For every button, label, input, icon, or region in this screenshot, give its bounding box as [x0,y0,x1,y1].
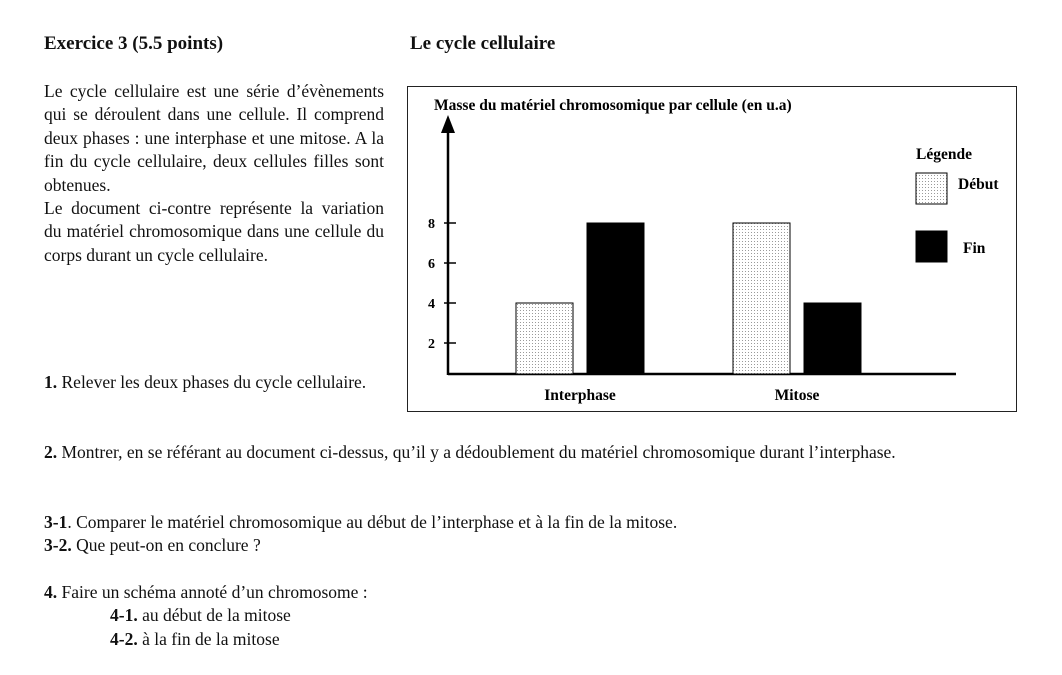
question-1 [44,371,374,394]
question-number: 4-2. [110,628,138,649]
exercise-heading: Exercice 3 (5.5 points) [44,33,224,54]
bar-interphase-debut [516,303,573,374]
legend-swatch [916,173,947,204]
bar-interphase-fin [587,223,644,374]
x-category-label: Interphase [544,387,616,404]
question-text: à la fin de la mitose [137,628,280,649]
intro-paragraph-2: Le document ci-contre représente la variation du matériel chromosomique dans une cellule du corps durant un cycle cellulaire. [44,198,384,265]
question-number: 3-2. [44,535,72,556]
question-text: Faire un schéma annoté d’un chromosome : [57,582,368,602]
question-number: 1. [44,372,58,392]
y-tick-label: 4 [428,297,435,312]
question-3 [44,511,1004,558]
y-tick-label: 6 [428,257,435,272]
question-2 [44,441,1004,464]
chromosome-chart [407,86,1017,412]
question-text: Montrer, en se référant au document ci-dessus, qu’il y a dédoublement du matériel chromosomique durant l’interphase. [57,442,896,462]
legend-swatch [916,231,947,262]
bar-mitose-fin [804,303,861,374]
y-axis-label: Masse du matériel chromosomique par cellule (en u.a) [434,97,792,114]
legend-title: Légende [916,146,972,163]
y-axis-arrow-icon [441,115,455,133]
legend-entry-label: Fin [963,240,986,257]
question-text: . Comparer le matériel chromosomique au début de l’interphase et à la fin de la mitose. [67,512,678,532]
question-text: Relever les deux phases du cycle cellulaire. [57,372,367,392]
bar-mitose-debut [733,223,790,374]
x-category-label: Mitose [774,387,820,404]
chart-canvas [408,87,1016,411]
question-number: 4. [44,582,58,602]
exercise-topic: Le cycle cellulaire [410,33,556,54]
question-text: Que peut-on en conclure ? [71,535,261,556]
question-number: 4-1. [110,605,138,626]
question-number: 3-1 [44,512,68,532]
legend-entry-label: Début [958,176,999,193]
y-tick-label: 8 [428,217,435,232]
question-4 [44,581,1004,651]
intro-paragraph-1: Le cycle cellulaire est une série d’évènements qui se déroulent dans une cellule. Il comprend deux phases : une interphase et une mitose. A la fin du cycle cellulaire, deux cellules filles sont obtenues. [44,81,384,195]
question-text: au début de la mitose [137,605,291,626]
y-tick-label: 2 [428,337,435,352]
intro-text [44,80,384,267]
question-number: 2. [44,442,58,462]
